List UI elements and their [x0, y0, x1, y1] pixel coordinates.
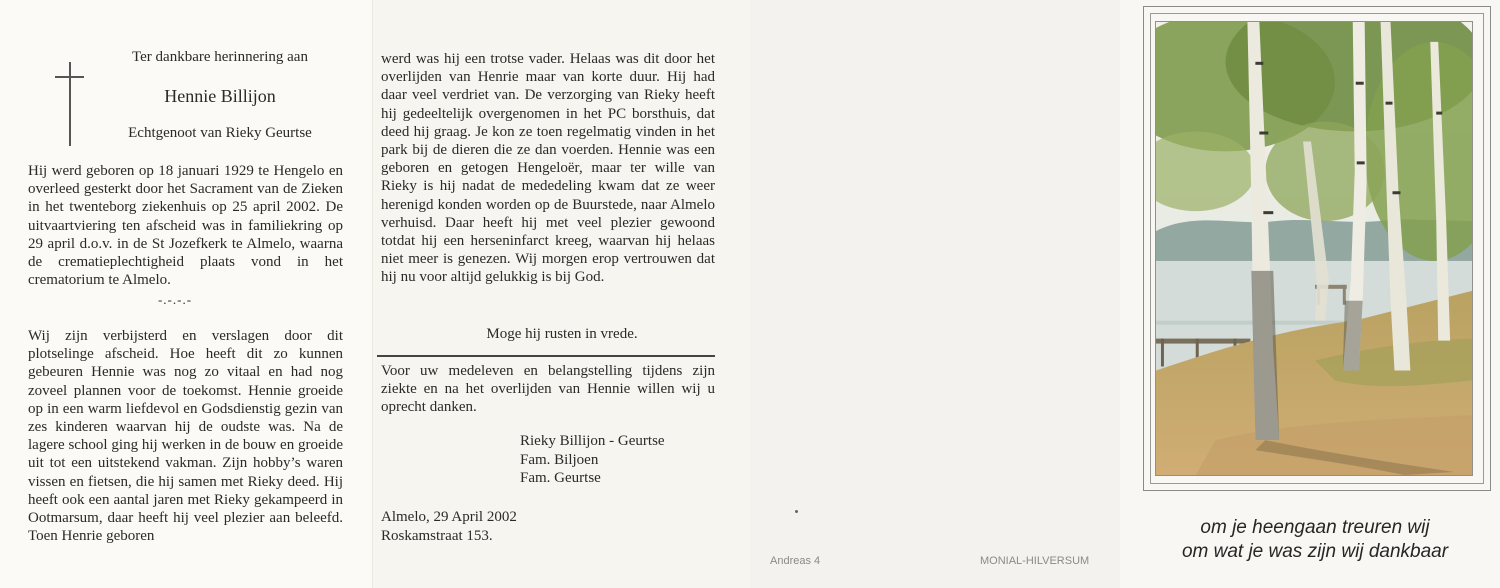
- address: Roskamstraat 153.: [381, 527, 493, 544]
- print-code-right: MONIAL-HILVERSUM: [980, 555, 1090, 567]
- signatory: Rieky Billijon - Geurtse: [520, 433, 665, 449]
- story-paragraph-part1: Wij zijn verbijsterd en verslagen door dit plotselinge afscheid. Hoe heeft dit zo kunnen gebeuren Hennie was nog zo vitaal en had nog zoveel plannen voor de toekomst. Hennie groeide op in een warm liefdevol en Godsdienstig gezin van zes kinderen waarvan hij de oudste was. Na de lagere school ging hij werken in de bouw en groeide uit tot een uitstekend vakman. Zijn hobby’s waren vissen en fietsen, die hij samen met Rieky deed. Hij heeft ook een aantal jaren met Rieky gekampeerd in Ootmarsum, daar heeft hij veel plezier aan beleefd. Toen Henrie geboren: [28, 328, 343, 545]
- birch-lake-photo: [1155, 21, 1473, 476]
- story-paragraph-part2: werd was hij een trotse vader. Helaas was dit door het overlijden van Henrie maar van korte duur. Hij had daar veel verdriet van. De verzorging van Rieky heeft hij gedeeltelijk overgenomen in het PC borsthuis, dat deed hij graag. Je kon ze toen regelmatig vinden in het park bij de dieren die ze dan voerden. Hennie was een geboren en getogen Hengeloër, maar ter wille van Rieky is hij nadat de mededeling kwam dat ze weer herenigd konden worden op de Buurstede, naar Almelo verhuisd. Daar heeft hij met veel plezier gewoond totdat hij een herseninfarct kreeg, waarvan hij helaas niet meer is genezen. Wij morgen erop vertrouwen dat hij nu voor altijd gelukkig is bij God.: [381, 51, 715, 286]
- signatory: Fam. Biljoen: [520, 451, 599, 468]
- place-and-address: [381, 508, 631, 545]
- signatories: [520, 432, 720, 488]
- memorial-verse: [1140, 516, 1490, 564]
- cross-icon-bar: [55, 76, 84, 78]
- verse-line: om wat je was zijn wij dankbaar: [1181, 541, 1449, 562]
- verse-line: om je heengaan treuren wij: [1200, 517, 1430, 538]
- spouse-line: Echtgenoot van Rieky Geurtse: [128, 125, 312, 141]
- rest-in-peace-line: Moge hij rusten in vrede.: [486, 326, 638, 342]
- card-panel-cover: [1120, 0, 1500, 588]
- print-speck: [795, 510, 798, 513]
- thanks-paragraph: Voor uw medeleven en belangstelling tijdens zijn ziekte en na het overlijden van Hennie willen wij u oprecht danken.: [381, 363, 715, 416]
- card-panel-left: [0, 0, 372, 588]
- deceased-name: Hennie Billijon: [164, 86, 276, 106]
- card-panel-blank: [750, 0, 1120, 588]
- cross-icon: [69, 62, 71, 146]
- bio-paragraph: Hij werd geboren op 18 januari 1929 te Hengelo en overleed gesterkt door het Sacrament van de Zieken in het twenteborg ziekenhuis op 25 april 2002. De uitvaartviering ten afscheid was in familiekring op 29 april d.o.v. in de St Jozefkerk te Almelo, waarna de crematieplechtigheid plaats vond in het crematorium te Almelo.: [28, 163, 343, 289]
- section-separator: -.-.-.-: [157, 292, 193, 307]
- card-panel-middle: [372, 0, 750, 588]
- photo-illustration: [1156, 22, 1472, 475]
- divider-rule: [377, 355, 715, 357]
- signatory: Fam. Geurtse: [520, 470, 601, 486]
- place-date: Almelo, 29 April 2002: [381, 509, 517, 525]
- intro-text: Ter dankbare herinnering aan: [132, 49, 308, 65]
- print-code-left: Andreas 4: [770, 555, 821, 567]
